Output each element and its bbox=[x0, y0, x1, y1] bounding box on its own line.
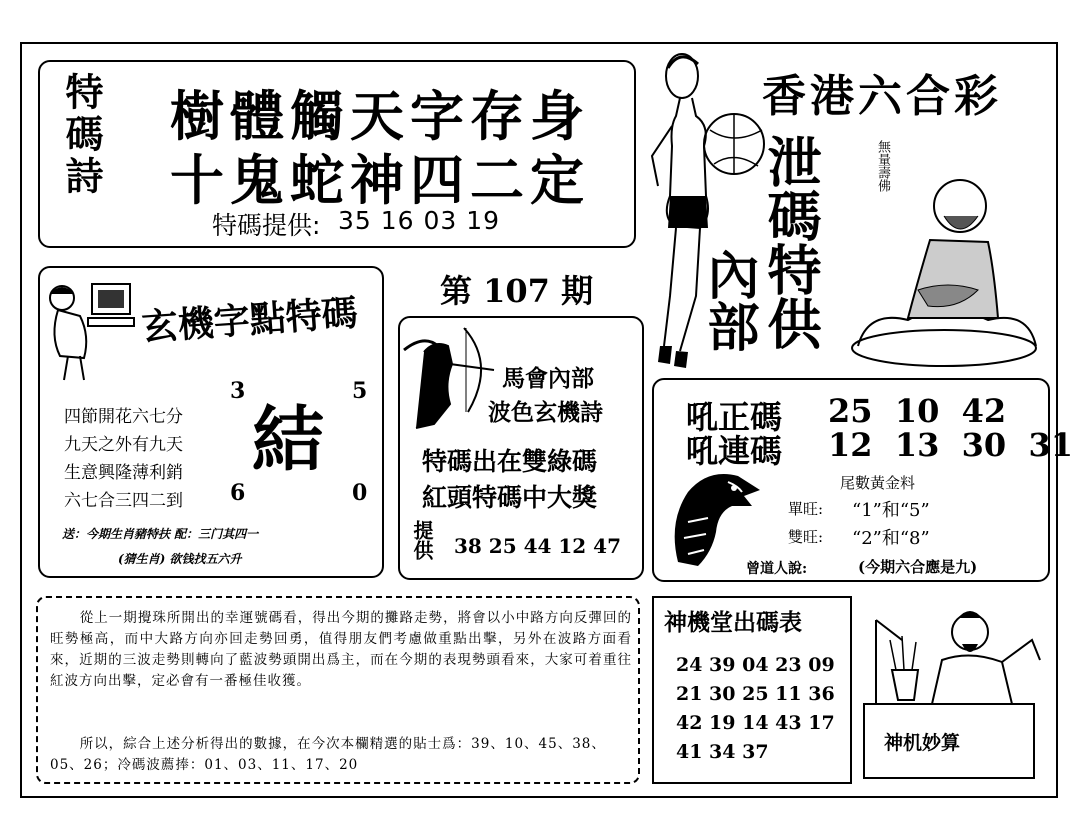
poem-line-2: 十鬼蛇神四二定 bbox=[170, 148, 590, 212]
horse-numbers: 38 25 44 12 47 bbox=[454, 534, 622, 558]
horse-line-4: 紅頭特碼中大獎 bbox=[422, 483, 598, 512]
xuanji-corner-tl: 3 bbox=[230, 378, 246, 404]
double-label: 雙旺: bbox=[788, 528, 824, 546]
saying-value: (今期六合應是九) bbox=[858, 558, 978, 576]
tail-title: 尾數黃金料 bbox=[840, 474, 916, 492]
woman-illustration bbox=[640, 46, 770, 376]
brand-title: 香港六合彩 bbox=[762, 71, 1002, 122]
single-label: 單旺: bbox=[788, 500, 824, 518]
xuanji-corner-bl: 6 bbox=[230, 480, 246, 506]
analysis-para-2: 所以，綜合上述分析得出的數據，在今次本欄精選的貼士爲：39、10、45、38、05、26；冷碼波薦捧：01、03、11、17、20 bbox=[50, 736, 606, 773]
xuanji-title: 玄機字點特碼 bbox=[140, 291, 359, 349]
leak-line-a: 泄碼特供 bbox=[759, 134, 823, 350]
horse-line-3: 特碼出在雙綠碼 bbox=[422, 447, 598, 476]
horse-line-1: 馬會內部 bbox=[502, 365, 594, 392]
poem-provide-numbers: 35 16 03 19 bbox=[338, 206, 501, 235]
xuanji-note-1: 送：今期生肖豬特扶 配：三门其四一 bbox=[62, 527, 259, 541]
archer-illustration bbox=[404, 324, 500, 434]
buddha-caption: 無量壽佛 bbox=[875, 140, 890, 192]
xuanji-line-1: 四節開花六七分 bbox=[64, 407, 183, 427]
saying-label: 曾道人說: bbox=[746, 561, 808, 577]
xuanji-corner-tr: 5 bbox=[352, 378, 368, 404]
analysis-para-1: 從上一期攪珠所開出的幸運號碼看，得出今期的攤路走勢，將會以小中路方向反彈回的旺勢極高，而中大路方向亦回走勢回勇，值得朋友們考慮做重點出擊，另外在波路方面看來，近期的三波走勢則轉向了藍波勢頭開出爲主，而在今期的表現勢頭看來，大家可着重往紅波方向出擊，定必會有一番極佳收獲。 bbox=[50, 610, 632, 689]
leak-line-b: 內部 bbox=[698, 248, 759, 352]
shenji-row-2: 21 30 25 11 36 bbox=[676, 683, 835, 705]
shenji-row-1: 24 39 04 23 09 bbox=[676, 654, 835, 676]
girl-computer-illustration bbox=[40, 276, 140, 386]
buddha-illustration bbox=[848, 150, 1044, 370]
fortune-teller-illustration bbox=[862, 600, 1048, 784]
issue-number: 第 107 期 bbox=[440, 272, 594, 310]
zheng-numbers: 25 10 42 bbox=[828, 392, 1007, 430]
zheng-label: 吼正碼 bbox=[686, 398, 783, 436]
shenji-row-4: 41 34 37 bbox=[676, 741, 769, 763]
xuanji-note-2: (猜生肖) 欲钱找五六升 bbox=[118, 552, 242, 566]
eagle-illustration bbox=[668, 462, 764, 572]
horse-line-2: 波色玄機詩 bbox=[488, 399, 603, 426]
lian-numbers: 12 13 30 31 bbox=[828, 426, 1073, 464]
shenji-title: 神機堂出碼表 bbox=[664, 609, 802, 636]
single-value: “1”和“5” bbox=[852, 500, 930, 521]
xuanji-line-4: 六七合三四二到 bbox=[64, 491, 183, 511]
xuanji-corner-br: 0 bbox=[352, 480, 368, 506]
fortune-sign: 神机妙算 bbox=[884, 732, 961, 754]
xuanji-line-3: 生意興隆薄利銷 bbox=[64, 463, 183, 483]
poem-label: 特碼詩 bbox=[59, 72, 104, 198]
double-value: “2”和“8” bbox=[852, 528, 930, 549]
poem-provide-label: 特碼提供: bbox=[212, 211, 321, 240]
horse-provide-label: 提供 bbox=[410, 520, 434, 560]
xuanji-center-char: 結 bbox=[252, 397, 325, 482]
lian-label: 吼連碼 bbox=[686, 432, 783, 470]
xuanji-line-2: 九天之外有九天 bbox=[64, 435, 183, 455]
shenji-row-3: 42 19 14 43 17 bbox=[676, 712, 835, 734]
poem-line-1: 樹體觸天字存身 bbox=[170, 84, 590, 148]
